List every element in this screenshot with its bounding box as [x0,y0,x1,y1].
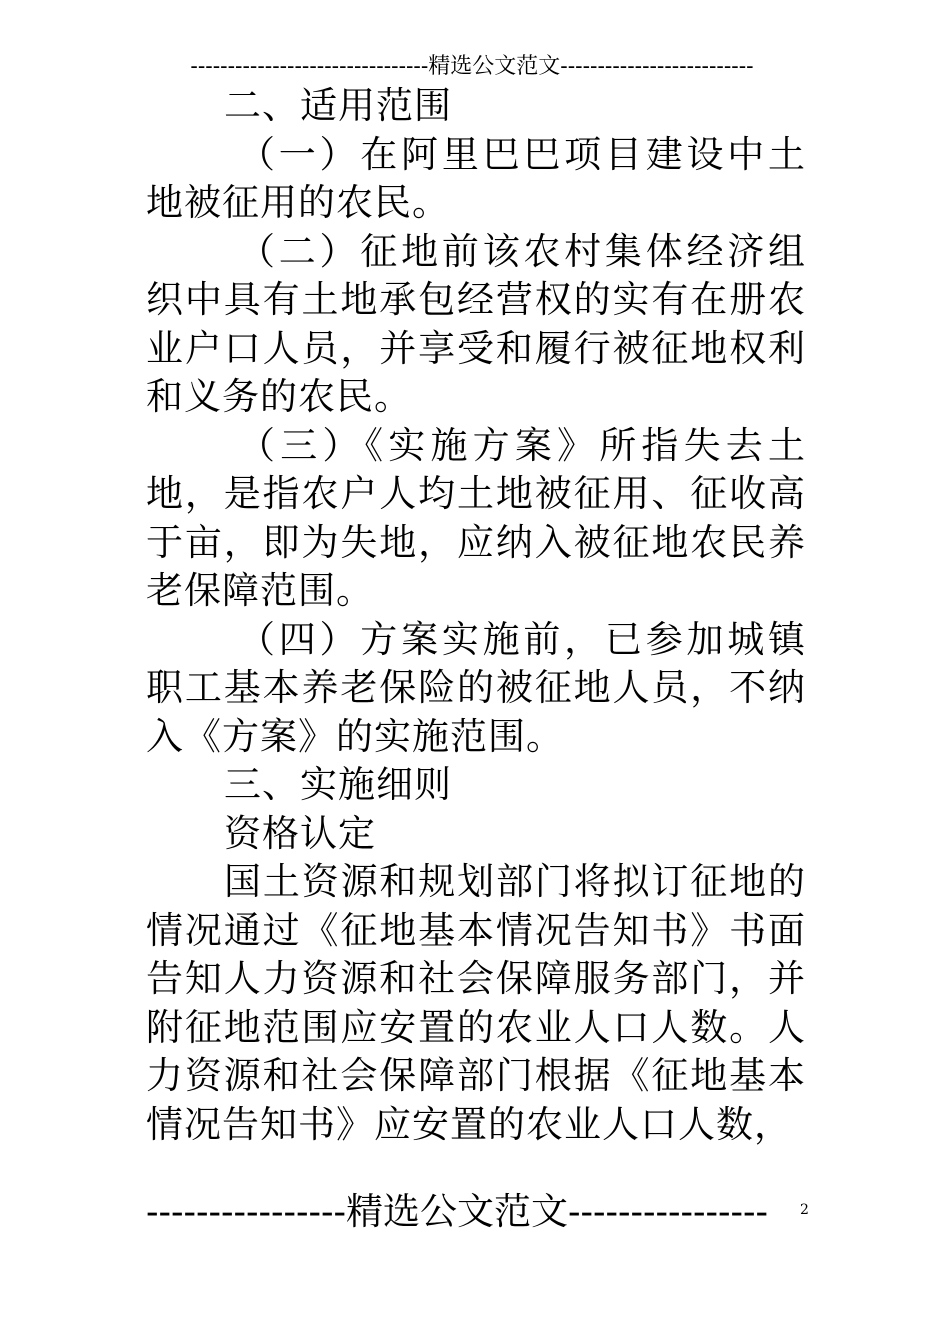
section-heading: 二、适用范围 [224,84,452,127]
page-header: --------------------------------精选公文范文-------------------------- [190,54,754,79]
page-footer: ----------------精选公文范文---------------- [146,1190,769,1233]
paragraph: （四）方案实施前，已参加城镇职工基本养老保险的被征地人员，不纳入《方案》的实施范围。 [146,617,806,758]
paragraph: （三）《实施方案》所指失去土地，是指农户人均土地被征用、征收高于亩，即为失地，应纳入被征地农民养老保障范围。 [146,423,806,612]
paragraph: （一）在阿里巴巴项目建设中土地被征用的农民。 [146,132,806,224]
paragraph: （二）征地前该农村集体经济组织中具有土地承包经营权的实有在册农业户口人员，并享受和履行被征地权利和义务的农民。 [146,229,806,418]
document-body [146,82,806,1149]
paragraph: 国土资源和规划部门将拟订征地的情况通过《征地基本情况告知书》书面告知人力资源和社会保障服务部门，并附征地范围应安置的农业人口人数。人力资源和社会保障部门根据《征地基本情况告知书》应安置的农业人口人数， [146,860,806,1146]
subsection-heading: 资格认定 [224,811,376,855]
section-heading: 三、实施细则 [224,763,452,806]
page-number: 2 [800,1202,809,1218]
